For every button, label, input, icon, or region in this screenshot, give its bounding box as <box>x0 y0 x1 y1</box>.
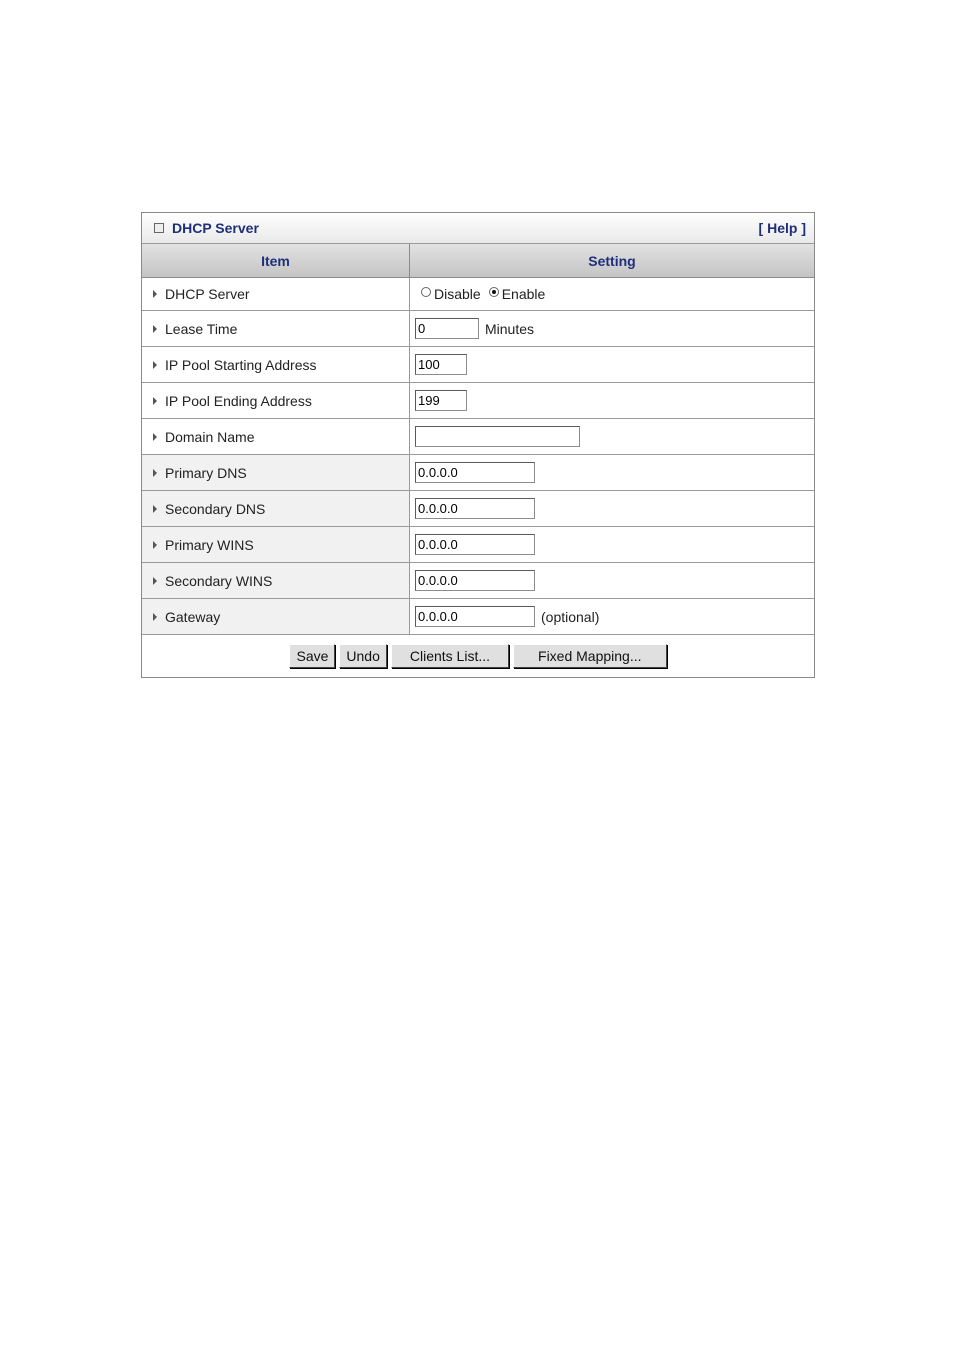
lease-time-input[interactable] <box>415 318 479 339</box>
arrow-right-icon <box>153 613 157 621</box>
pool-start-input[interactable] <box>415 354 467 375</box>
pool-end-label: IP Pool Ending Address <box>165 392 312 409</box>
fixed-mapping-button[interactable]: Fixed Mapping... <box>513 644 667 668</box>
row-label-cell <box>142 383 410 418</box>
arrow-right-icon <box>153 505 157 513</box>
disable-radio-label: Disable <box>434 286 481 302</box>
secondary-dns-input[interactable] <box>415 498 535 519</box>
row-pool-start <box>142 347 814 383</box>
gateway-label: Gateway <box>165 608 221 625</box>
domain-name-input[interactable] <box>415 426 580 447</box>
dhcp-server-label: DHCP Server <box>165 286 250 302</box>
row-dhcp-server <box>142 278 814 311</box>
arrow-right-icon <box>153 361 157 369</box>
secondary-wins-input[interactable] <box>415 570 535 591</box>
row-label-cell <box>142 419 410 454</box>
row-label-cell <box>142 527 410 562</box>
row-primary-wins <box>142 527 814 563</box>
row-setting-cell <box>410 455 814 490</box>
primary-dns-label: Primary DNS <box>165 464 247 481</box>
lease-time-label: Lease Time <box>165 320 238 337</box>
arrow-right-icon <box>153 469 157 477</box>
row-label-cell <box>142 347 410 382</box>
arrow-right-icon <box>153 290 157 298</box>
row-secondary-wins <box>142 563 814 599</box>
arrow-right-icon <box>153 577 157 585</box>
row-setting-cell <box>410 491 814 526</box>
dhcp-enable-option[interactable] <box>489 286 546 302</box>
row-setting-cell <box>410 563 814 598</box>
row-pool-end <box>142 383 814 419</box>
row-label-cell <box>142 563 410 598</box>
row-label-cell <box>142 455 410 490</box>
row-label-cell <box>142 491 410 526</box>
dhcp-disable-option[interactable] <box>421 286 481 302</box>
primary-wins-label: Primary WINS <box>165 536 254 553</box>
enable-radio-label: Enable <box>501 286 546 302</box>
column-header-item: Item <box>142 244 410 277</box>
row-setting-cell <box>410 527 814 562</box>
undo-button[interactable]: Undo <box>339 644 386 668</box>
primary-wins-input[interactable] <box>415 534 535 555</box>
arrow-right-icon <box>153 433 157 441</box>
row-setting-cell <box>410 599 814 634</box>
panel-titlebar <box>142 213 814 244</box>
dhcp-server-panel <box>141 212 815 678</box>
domain-name-label: Domain Name <box>165 428 255 445</box>
row-primary-dns <box>142 455 814 491</box>
row-gateway <box>142 599 814 635</box>
secondary-dns-label: Secondary DNS <box>165 500 266 517</box>
pool-start-label: IP Pool Starting Address <box>165 356 317 373</box>
enable-radio[interactable] <box>489 287 499 297</box>
row-setting-cell <box>410 311 814 346</box>
pool-end-input[interactable] <box>415 390 467 411</box>
row-label-cell <box>142 311 410 346</box>
button-row <box>142 635 814 677</box>
row-lease-time <box>142 311 814 347</box>
disable-radio[interactable] <box>421 287 431 297</box>
panel-title: DHCP Server <box>172 220 259 236</box>
arrow-right-icon <box>153 325 157 333</box>
save-button[interactable]: Save <box>289 644 335 668</box>
gateway-input[interactable] <box>415 606 535 627</box>
primary-dns-input[interactable] <box>415 462 535 483</box>
row-setting-cell <box>410 419 814 454</box>
secondary-wins-label: Secondary WINS <box>165 572 273 589</box>
table-header <box>142 244 814 278</box>
column-header-setting: Setting <box>588 252 636 269</box>
panel-square-icon <box>154 223 164 233</box>
row-setting-cell <box>410 347 814 382</box>
row-setting-cell <box>410 383 814 418</box>
row-secondary-dns <box>142 491 814 527</box>
arrow-right-icon <box>153 541 157 549</box>
gateway-optional-note: (optional) <box>541 608 600 625</box>
lease-time-unit: Minutes <box>485 320 535 337</box>
clients-list-button[interactable]: Clients List... <box>391 644 509 668</box>
row-label-cell <box>142 599 410 634</box>
arrow-right-icon <box>153 397 157 405</box>
help-link[interactable]: [ Help ] <box>758 220 806 236</box>
row-domain-name <box>142 419 814 455</box>
row-label-cell <box>142 278 410 310</box>
row-setting-cell <box>410 278 814 310</box>
